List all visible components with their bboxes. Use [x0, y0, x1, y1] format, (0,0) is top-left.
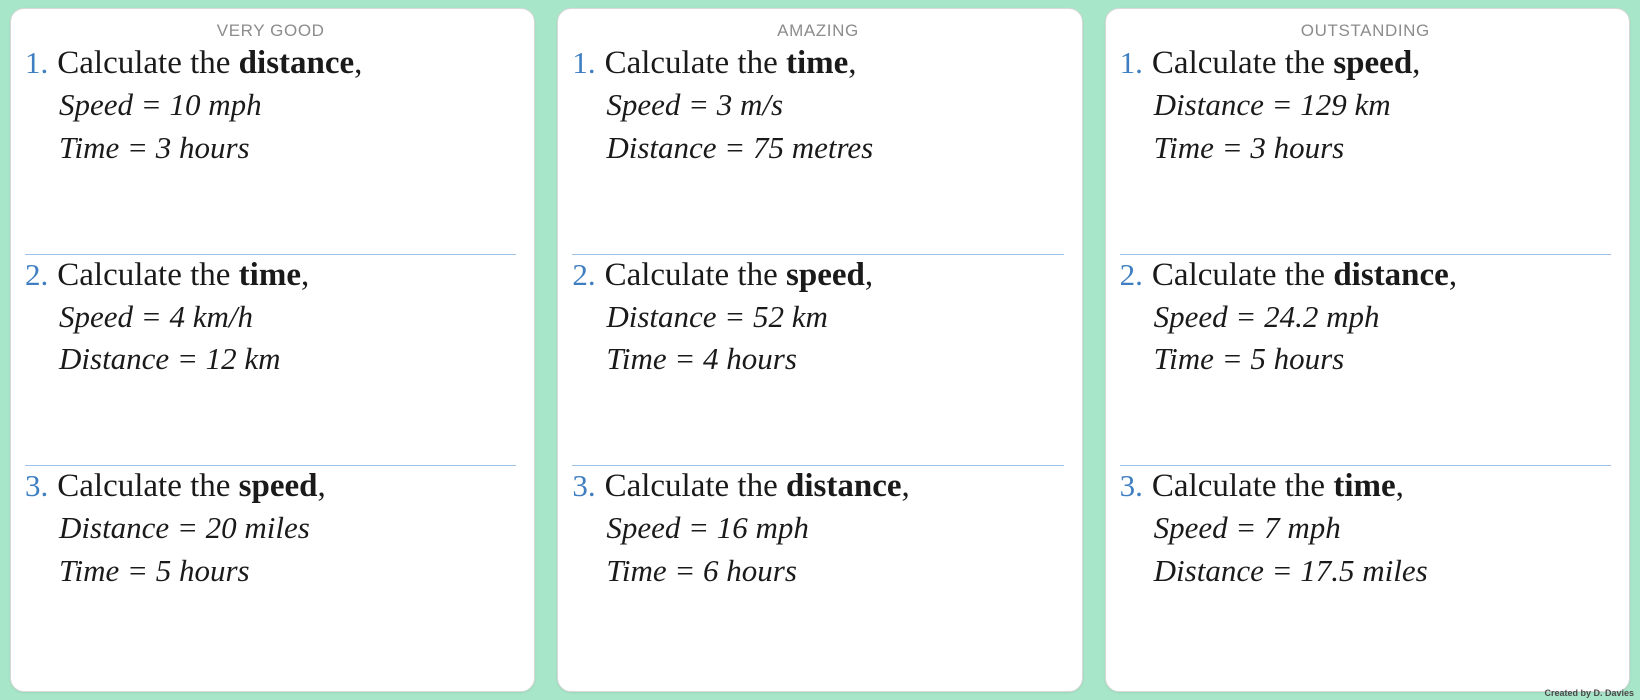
question-item: [1120, 254, 1611, 466]
question-number: 1.: [25, 45, 49, 80]
prompt-pre: Calculate the: [604, 45, 786, 81]
given-line: Speed = 10 mph: [59, 86, 262, 122]
question-givens: [1120, 507, 1611, 593]
given-line: Distance = 129 km: [1153, 86, 1391, 122]
question-prompt: [1152, 45, 1421, 82]
prompt-pre: Calculate the: [604, 256, 786, 293]
prompt-keyword: time: [238, 256, 301, 293]
question-item: [25, 43, 516, 254]
prompt-keyword: speed: [786, 256, 865, 293]
question-givens: [1120, 296, 1611, 382]
prompt-post: ,: [1412, 45, 1421, 81]
question-list: [1120, 43, 1611, 677]
prompt-pre: Calculate the: [57, 468, 239, 505]
prompt-post: ,: [864, 256, 874, 293]
question-item: [25, 465, 516, 677]
prompt-post: ,: [354, 45, 363, 81]
question-heading: [25, 257, 516, 294]
prompt-post: ,: [300, 256, 310, 293]
question-heading: [572, 468, 1063, 505]
credit-text: Created by D. Davies: [1544, 688, 1634, 698]
question-prompt: [57, 468, 326, 505]
question-givens: [25, 296, 516, 382]
prompt-pre: Calculate the: [57, 256, 239, 293]
question-givens: [572, 507, 1063, 593]
given-line: Time = 3 hours: [1153, 129, 1345, 165]
question-number: 1.: [1119, 45, 1143, 80]
card-outstanding: [1105, 8, 1630, 692]
question-number: 2.: [572, 256, 596, 292]
card-amazing: [557, 8, 1082, 692]
question-prompt: [57, 45, 362, 82]
question-list: [572, 43, 1063, 677]
question-givens: [572, 84, 1063, 170]
question-item: [572, 43, 1063, 254]
given-line: Time = 6 hours: [606, 553, 797, 589]
question-item: [1120, 465, 1611, 677]
question-number: 2.: [1119, 256, 1143, 292]
prompt-post: ,: [901, 468, 910, 505]
question-heading: [25, 468, 516, 505]
given-line: Time = 5 hours: [1153, 341, 1345, 377]
prompt-post: ,: [1448, 256, 1458, 293]
question-prompt: [605, 45, 857, 82]
question-heading: [572, 257, 1063, 294]
question-prompt: [1152, 257, 1457, 294]
question-list: [25, 43, 516, 677]
given-line: Speed = 4 km/h: [59, 298, 253, 334]
prompt-post: ,: [848, 45, 857, 81]
question-prompt: [1152, 468, 1404, 505]
question-givens: [25, 84, 516, 170]
given-line: Speed = 7 mph: [1153, 510, 1341, 546]
given-line: Distance = 75 metres: [606, 129, 874, 165]
question-number: 3.: [1119, 468, 1143, 504]
card-title: AMAZING: [777, 21, 859, 40]
given-line: Distance = 52 km: [606, 298, 828, 334]
question-item: [572, 254, 1063, 466]
question-heading: [1120, 468, 1611, 505]
question-heading: [572, 45, 1063, 82]
given-line: Distance = 20 miles: [59, 510, 310, 546]
question-givens: [25, 507, 516, 593]
question-prompt: [605, 468, 910, 505]
prompt-pre: Calculate the: [1151, 45, 1334, 81]
question-heading: [1120, 257, 1611, 294]
question-number: 2.: [25, 256, 49, 292]
question-number: 3.: [572, 468, 596, 504]
question-heading: [25, 45, 516, 82]
prompt-post: ,: [1395, 468, 1404, 505]
question-prompt: [605, 257, 874, 294]
question-number: 3.: [25, 468, 49, 504]
question-item: [1120, 43, 1611, 254]
prompt-pre: Calculate the: [1151, 256, 1334, 293]
card-very-good: [10, 8, 535, 692]
question-item: [25, 254, 516, 466]
question-heading: [1120, 45, 1611, 82]
question-prompt: [57, 257, 309, 294]
prompt-pre: Calculate the: [57, 45, 239, 81]
given-line: Time = 4 hours: [606, 341, 797, 377]
prompt-keyword: distance: [238, 45, 355, 81]
question-givens: [572, 296, 1063, 382]
given-line: Time = 3 hours: [59, 129, 250, 165]
given-line: Time = 5 hours: [59, 553, 250, 589]
prompt-keyword: time: [786, 45, 849, 81]
prompt-keyword: distance: [1333, 256, 1449, 293]
prompt-keyword: speed: [1333, 45, 1413, 81]
card-title: VERY GOOD: [216, 21, 325, 40]
prompt-keyword: time: [1333, 468, 1396, 505]
prompt-post: ,: [317, 468, 326, 505]
given-line: Speed = 16 mph: [606, 510, 809, 546]
question-item: [572, 465, 1063, 677]
given-line: Speed = 24.2 mph: [1153, 298, 1380, 334]
question-givens: [1120, 84, 1611, 170]
given-line: Distance = 17.5 miles: [1153, 553, 1428, 589]
given-line: Speed = 3 m/s: [606, 86, 784, 122]
prompt-keyword: distance: [786, 468, 902, 505]
card-title: OUTSTANDING: [1300, 21, 1430, 40]
question-number: 1.: [572, 45, 596, 80]
prompt-pre: Calculate the: [604, 468, 786, 505]
prompt-keyword: speed: [238, 468, 318, 505]
prompt-pre: Calculate the: [1151, 468, 1334, 505]
given-line: Distance = 12 km: [59, 341, 281, 377]
